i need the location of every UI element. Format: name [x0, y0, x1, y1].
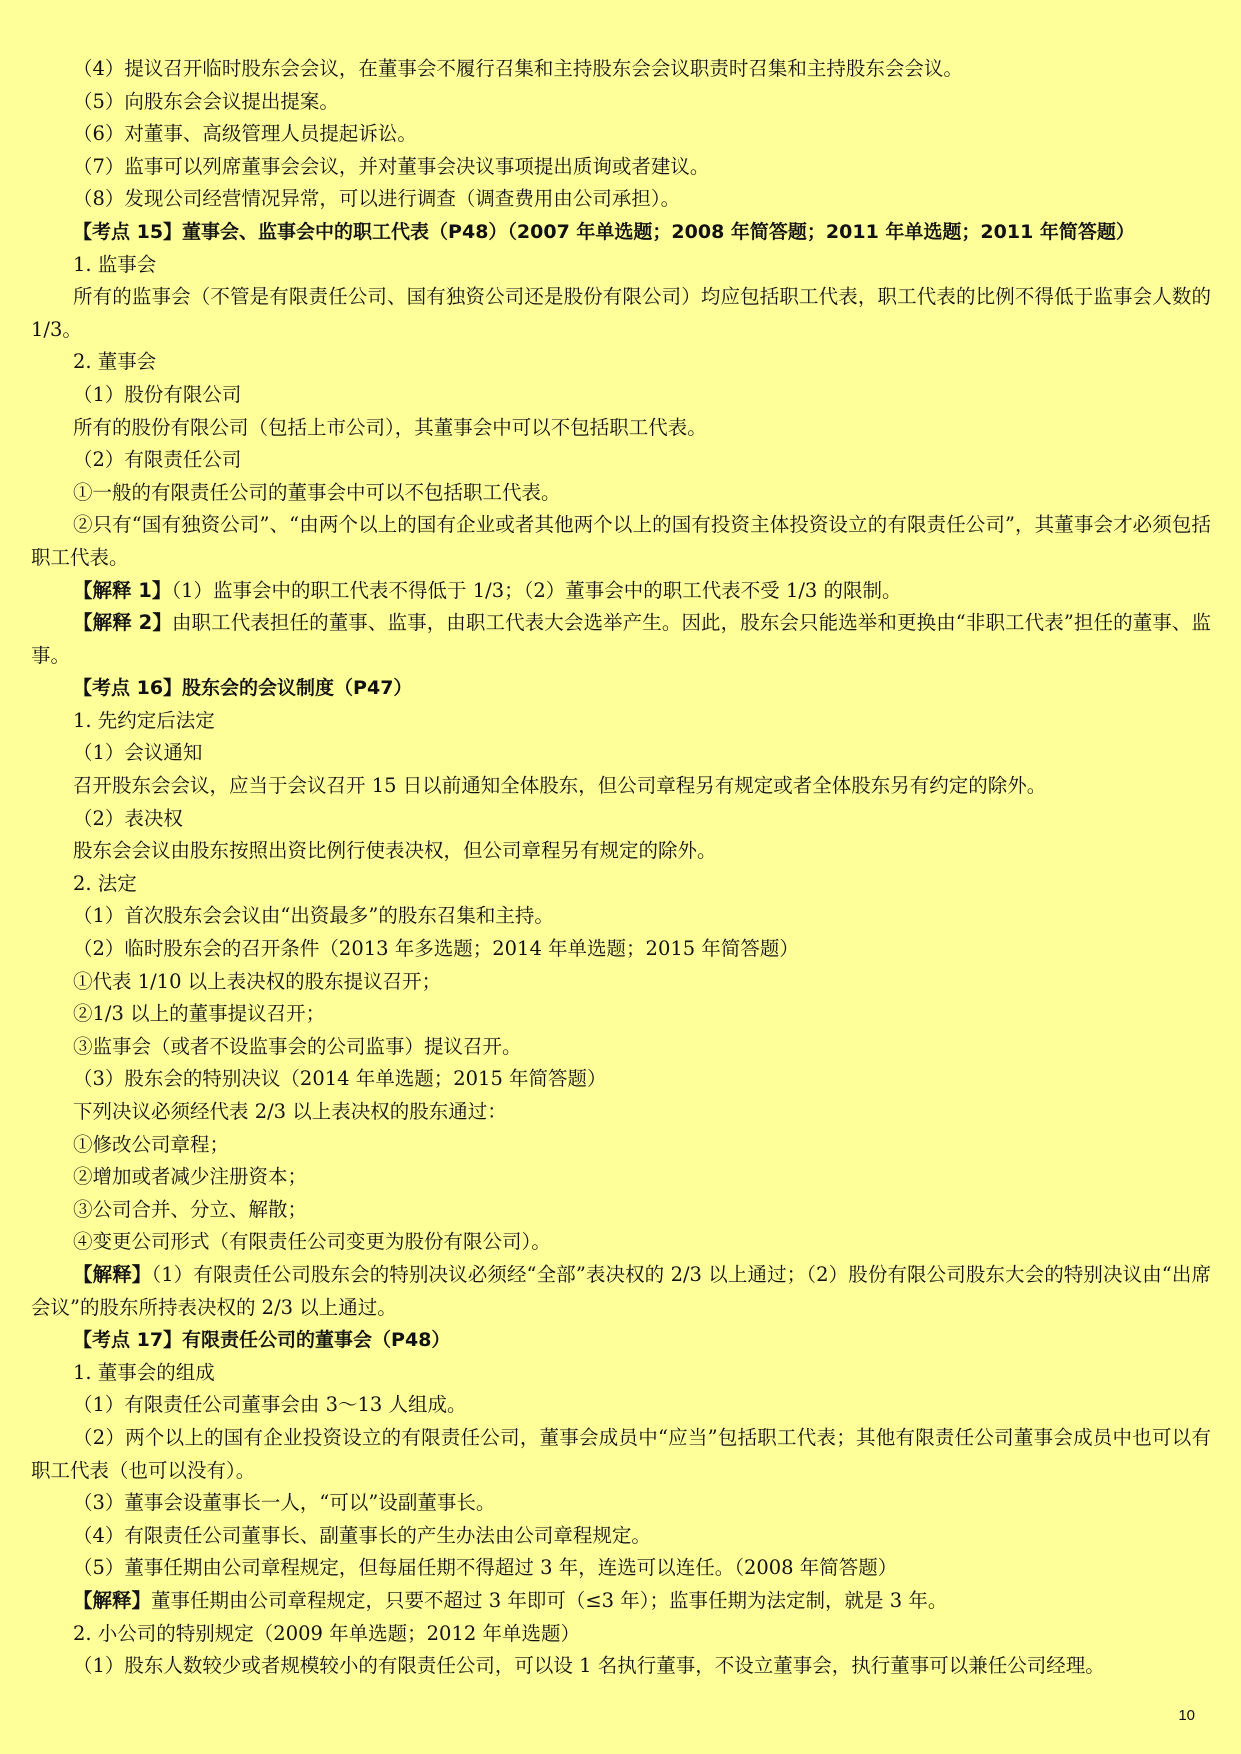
- note-text: （1）监事会中的职工代表不得低于 1/3；（2）董事会中的职工代表不受 1/3 的限制。: [171, 578, 902, 602]
- paragraph: 下列决议必须经代表 2/3 以上表决权的股东通过：: [73, 1100, 507, 1123]
- note-1: [31, 575, 1211, 608]
- list-item: ①修改公司章程；: [73, 1132, 230, 1156]
- list-item: ③公司合并、分立、解散；: [73, 1197, 308, 1221]
- paragraph: （7）监事可以列席董事会会议，并对董事会决议事项提出质询或者建议。: [73, 154, 710, 178]
- subheading: 1. 监事会: [73, 252, 157, 276]
- paragraph: （5）向股东会会议提出提案。: [73, 89, 339, 113]
- paragraph: （8）发现公司经营情况异常，可以进行调查（调查费用由公司承担）。: [73, 187, 681, 211]
- note-label: 【解释】: [73, 1262, 152, 1286]
- subheading: 1. 先约定后法定: [73, 708, 215, 732]
- note-text: 由职工代表担任的董事、监事，由职工代表大会选举产生。因此，股东会只能选举和更换由“非职工代表”担任的董事、监事。: [31, 611, 1211, 667]
- list-item: ④变更公司形式（有限责任公司变更为股份有限公司）。: [73, 1230, 551, 1254]
- note-label: 【解释 1】: [73, 578, 172, 602]
- paragraph: （1）首次股东会会议由“出资最多”的股东召集和主持。: [73, 904, 554, 928]
- note-2: [31, 607, 1211, 672]
- note-label: 【解释 2】: [73, 611, 172, 635]
- paragraph: （2）有限责任公司: [73, 448, 242, 472]
- list-item: ①代表 1/10 以上表决权的股东提议召开；: [73, 969, 442, 993]
- page-number: 10: [1178, 1707, 1195, 1724]
- list-item: ②增加或者减少注册资本；: [73, 1165, 308, 1189]
- section-heading-16: 【考点 16】股东会的会议制度（P47）: [73, 677, 413, 700]
- list-item: ③监事会（或者不设监事会的公司监事）提议召开。: [73, 1034, 522, 1058]
- paragraph: （1）会议通知: [73, 741, 203, 765]
- paragraph: （1）股东人数较少或者规模较小的有限责任公司，可以设 1 名执行董事，不设立董事会，执行董事可以兼任公司经理。: [73, 1654, 1105, 1678]
- paragraph: （3）董事会设董事长一人，“可以”设副董事长。: [73, 1491, 496, 1515]
- paragraph: 所有的监事会（不管是有限责任公司、国有独资公司还是股份有限公司）均应包括职工代表，职工代表的比例不得低于监事会人数的 1/3。: [31, 285, 1211, 341]
- paragraph: 召开股东会会议，应当于会议召开 15 日以前通知全体股东，但公司章程另有规定或者全体股东另有约定的除外。: [73, 774, 1047, 798]
- list-item: ②1/3 以上的董事提议召开；: [73, 1002, 326, 1026]
- subheading: 2. 小公司的特别规定（2009 年单选题；2012 年单选题）: [73, 1621, 580, 1645]
- subheading: 1. 董事会的组成: [73, 1360, 215, 1384]
- paragraph: 所有的股份有限公司（包括上市公司），其董事会中可以不包括职工代表。: [73, 415, 707, 439]
- note-text: （1）有限责任公司股东会的特别决议必须经“全部”表决权的 2/3 以上通过；（2）股份有限公司股东大会的特别决议由“出席会议”的股东所持表决权的 2/3 以上通过。: [31, 1262, 1211, 1319]
- paragraph: （1）股份有限公司: [73, 382, 242, 406]
- paragraph: （1）有限责任公司董事会由 3～13 人组成。: [73, 1393, 467, 1417]
- subheading: 2. 董事会: [73, 350, 157, 374]
- page-content: [31, 53, 1211, 1683]
- subheading: 2. 法定: [73, 871, 137, 895]
- note-3: [31, 1259, 1211, 1324]
- note-4: [31, 1585, 1211, 1618]
- paragraph: ②只有“国有独资公司”、“由两个以上的国有企业或者其他两个以上的国有投资主体投资设立的有限责任公司”，其董事会才必须包括职工代表。: [31, 513, 1211, 569]
- paragraph: （5）董事任期由公司章程规定，但每届任期不得超过 3 年，连选可以连任。（2008 年简答题）: [73, 1556, 898, 1580]
- paragraph: （2）临时股东会的召开条件（2013 年多选题；2014 年单选题；2015 年简答题）: [73, 937, 799, 961]
- paragraph: ①一般的有限责任公司的董事会中可以不包括职工代表。: [73, 480, 561, 504]
- note-text: 董事任期由公司章程规定，只要不超过 3 年即可（≤3 年）；监事任期为法定制，就是 3 年。: [151, 1588, 948, 1612]
- paragraph: （2）表决权: [73, 806, 183, 830]
- note-label: 【解释】: [73, 1588, 152, 1612]
- paragraph: （2）两个以上的国有企业投资设立的有限责任公司，董事会成员中“应当”包括职工代表；其他有限责任公司董事会成员中也可以有职工代表（也可以没有）。: [31, 1425, 1211, 1482]
- paragraph: （6）对董事、高级管理人员提起诉讼。: [73, 122, 417, 146]
- paragraph: （4）提议召开临时股东会会议，在董事会不履行召集和主持股东会会议职责时召集和主持股东会会议。: [73, 57, 963, 80]
- paragraph: （3）股东会的特别决议（2014 年单选题；2015 年简答题）: [73, 1067, 607, 1091]
- paragraph: 股东会会议由股东按照出资比例行使表决权，但公司章程另有规定的除外。: [73, 839, 717, 863]
- paragraph: （4）有限责任公司董事长、副董事长的产生办法由公司章程规定。: [73, 1523, 651, 1547]
- section-heading-15: 【考点 15】董事会、监事会中的职工代表（P48）（2007 年单选题；2008 年简答题；2011 年单选题；2011 年简答题）: [73, 220, 1135, 243]
- section-heading-17: 【考点 17】有限责任公司的董事会（P48）: [73, 1329, 451, 1352]
